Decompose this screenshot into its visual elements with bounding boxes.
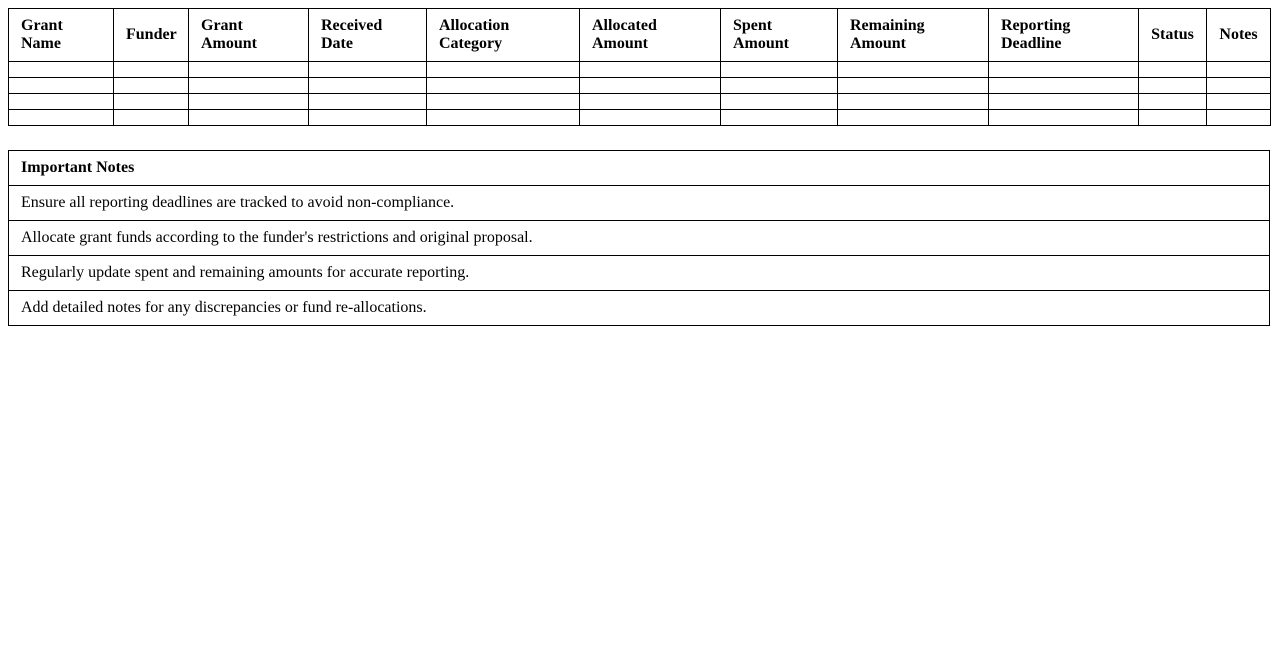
header-notes: Notes	[1207, 9, 1271, 62]
cell-allocation-category[interactable]	[427, 94, 580, 110]
cell-grant-name[interactable]	[9, 78, 114, 94]
note-item: Allocate grant funds according to the funder's restrictions and original proposal.	[9, 221, 1270, 256]
notes-row	[9, 291, 1270, 326]
cell-status[interactable]	[1139, 110, 1207, 126]
cell-grant-name[interactable]	[9, 110, 114, 126]
cell-reporting-deadline[interactable]	[989, 94, 1139, 110]
header-funder: Funder	[114, 9, 189, 62]
cell-funder[interactable]	[114, 94, 189, 110]
cell-received-date[interactable]	[309, 110, 427, 126]
cell-reporting-deadline[interactable]	[989, 78, 1139, 94]
cell-notes[interactable]	[1207, 110, 1271, 126]
cell-status[interactable]	[1139, 94, 1207, 110]
cell-notes[interactable]	[1207, 62, 1271, 78]
cell-grant-amount[interactable]	[189, 78, 309, 94]
table-row	[9, 110, 1271, 126]
cell-spent-amount[interactable]	[721, 78, 838, 94]
cell-spent-amount[interactable]	[721, 62, 838, 78]
header-reporting-deadline: Reporting Deadline	[989, 9, 1139, 62]
cell-grant-name[interactable]	[9, 94, 114, 110]
table-row	[9, 94, 1271, 110]
table-header	[9, 9, 1271, 62]
cell-notes[interactable]	[1207, 94, 1271, 110]
note-item: Ensure all reporting deadlines are tracked to avoid non-compliance.	[9, 186, 1270, 221]
cell-remaining-amount[interactable]	[838, 78, 989, 94]
table-body	[9, 62, 1271, 126]
header-row	[9, 9, 1271, 62]
cell-allocated-amount[interactable]	[580, 78, 721, 94]
cell-grant-amount[interactable]	[189, 62, 309, 78]
notes-row	[9, 221, 1270, 256]
cell-received-date[interactable]	[309, 94, 427, 110]
cell-remaining-amount[interactable]	[838, 110, 989, 126]
important-notes-table	[8, 150, 1270, 326]
cell-allocation-category[interactable]	[427, 62, 580, 78]
cell-funder[interactable]	[114, 78, 189, 94]
cell-spent-amount[interactable]	[721, 94, 838, 110]
cell-remaining-amount[interactable]	[838, 62, 989, 78]
cell-allocation-category[interactable]	[427, 78, 580, 94]
note-item: Regularly update spent and remaining amounts for accurate reporting.	[9, 256, 1270, 291]
grant-tracking-table	[8, 8, 1271, 126]
cell-remaining-amount[interactable]	[838, 94, 989, 110]
notes-heading-row	[9, 151, 1270, 186]
header-allocation-category: Allocation Category	[427, 9, 580, 62]
cell-received-date[interactable]	[309, 62, 427, 78]
cell-allocated-amount[interactable]	[580, 94, 721, 110]
cell-allocated-amount[interactable]	[580, 62, 721, 78]
cell-grant-amount[interactable]	[189, 94, 309, 110]
table-row	[9, 62, 1271, 78]
notes-row	[9, 256, 1270, 291]
cell-allocation-category[interactable]	[427, 110, 580, 126]
notes-row	[9, 186, 1270, 221]
cell-received-date[interactable]	[309, 78, 427, 94]
header-grant-name: Grant Name	[9, 9, 114, 62]
cell-spent-amount[interactable]	[721, 110, 838, 126]
cell-grant-amount[interactable]	[189, 110, 309, 126]
cell-status[interactable]	[1139, 62, 1207, 78]
header-remaining-amount: Remaining Amount	[838, 9, 989, 62]
cell-allocated-amount[interactable]	[580, 110, 721, 126]
header-allocated-amount: Allocated Amount	[580, 9, 721, 62]
cell-grant-name[interactable]	[9, 62, 114, 78]
header-grant-amount: Grant Amount	[189, 9, 309, 62]
header-received-date: Received Date	[309, 9, 427, 62]
cell-notes[interactable]	[1207, 78, 1271, 94]
notes-heading: Important Notes	[9, 151, 1270, 186]
cell-funder[interactable]	[114, 110, 189, 126]
cell-status[interactable]	[1139, 78, 1207, 94]
cell-reporting-deadline[interactable]	[989, 110, 1139, 126]
note-item: Add detailed notes for any discrepancies or fund re-allocations.	[9, 291, 1270, 326]
cell-reporting-deadline[interactable]	[989, 62, 1139, 78]
cell-funder[interactable]	[114, 62, 189, 78]
header-spent-amount: Spent Amount	[721, 9, 838, 62]
header-status: Status	[1139, 9, 1207, 62]
table-row	[9, 78, 1271, 94]
